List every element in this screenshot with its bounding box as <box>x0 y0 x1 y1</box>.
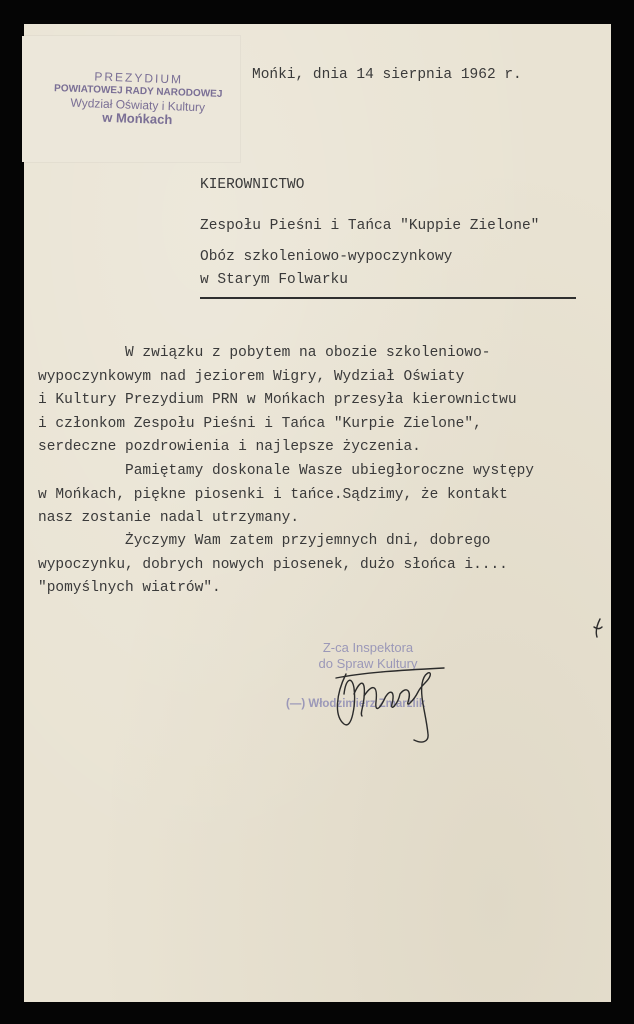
signatory-name: (—) Włodzimierz Zmarzlik <box>286 698 426 710</box>
stamp-line-1: PREZYDIUM <box>94 69 184 87</box>
office-stamp <box>37 69 239 130</box>
recipient-line-1: KIEROWNICTWO <box>200 177 305 193</box>
recipient-line-4: w Starym Folwarku <box>200 272 348 288</box>
body-paragraph-1: W związku z pobytem na obozie szkoleniowo- wypoczynkowym nad jeziorem Wigry, Wydział Oświaty i Kultury Prezydium PRN w Mońkach przesyła kierownictwu i członkom Zespołu Pieśni i Tańca "Kurpie Zielone", serdeczne pozdrowienia i najlepsze życzenia. <box>38 345 517 455</box>
recipient-underline <box>200 297 576 299</box>
body-paragraph-2: Pamiętamy doskonale Wasze ubiegłoroczne występy w Mońkach, piękne piosenki i tańce.Sądzimy, że kontakt nasz zostanie nadal utrzymany. <box>38 463 534 526</box>
date-line: Mońki, dnia 14 sierpnia 1962 r. <box>252 67 522 83</box>
stamp-line-3: Wydział Oświaty i Kultury <box>70 95 206 115</box>
body-paragraph-3: Życzymy Wam zatem przyjemnych dni, dobrego wypoczynku, dobrych nowych piosenek, dużo słońca i.... "pomyślnych wiatrów". <box>38 533 508 596</box>
margin-pencil-mark <box>591 617 605 641</box>
signature-title-1: Z-ca Inspektora <box>322 640 414 655</box>
recipient-line-3: Obóz szkoleniowo-wypoczynkowy <box>200 249 453 265</box>
recipient-line-2: Zespołu Pieśni i Tańca "Kuppie Zielone" <box>200 218 540 234</box>
stamp-line-2: POWIATOWEJ RADY NARODOWEJ <box>53 83 223 100</box>
signature-title-2: do Spraw Kultury <box>318 656 418 671</box>
handwritten-signature <box>326 654 456 746</box>
stamp-line-4: w Mońkach <box>102 109 173 128</box>
